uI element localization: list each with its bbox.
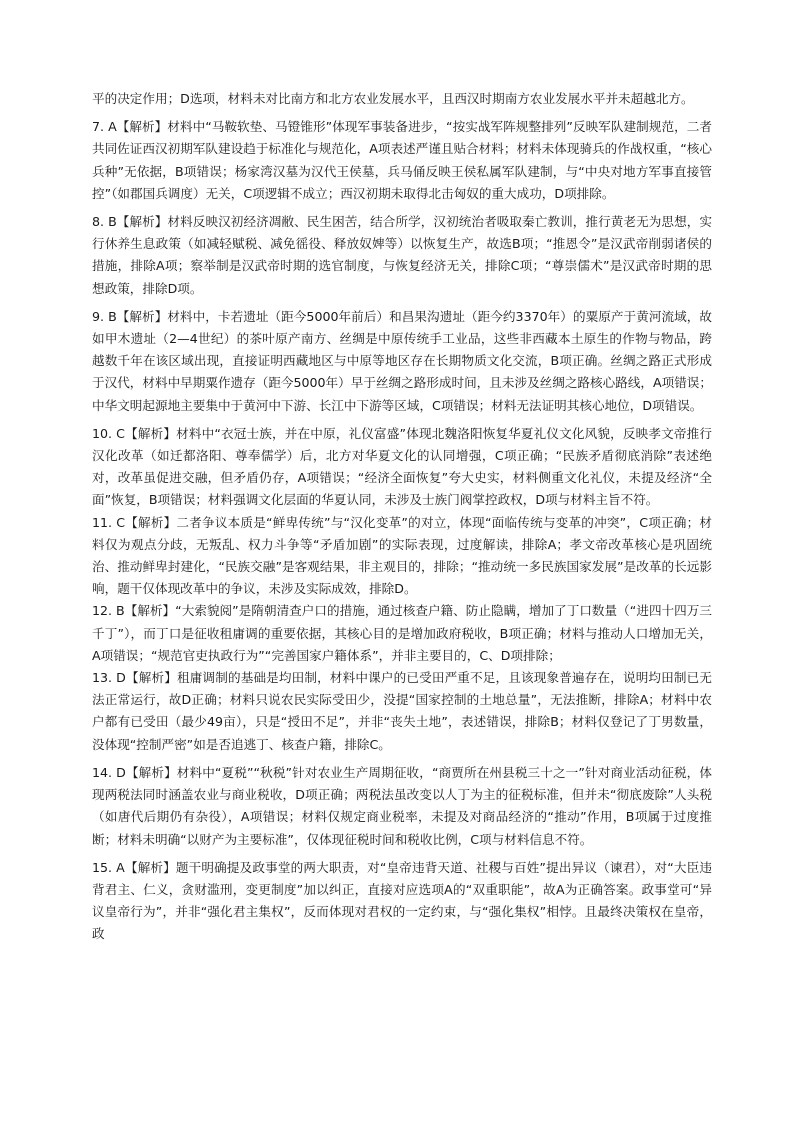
paragraph-q10-explanation: 10. C【解析】材料中“衣冠士族，并在中原，礼仪富盛”体现北魏洛阳恢复华夏礼仪文化风貌，反映孝文帝推行汉化改革（如迁都洛阳、尊奉儒学）后，北方对华夏文化的认同增强，C项正确；“民族矛盾彻底消除”表述绝对，改革虽促进交融，但矛盾仍存，A项错误；“经济全面恢复”夸大史实，材料侧重文化礼仪，未提及经济“全面”恢复，B项错误；材料强调文化层面的华夏认同，未涉及士族门阀掌控政权，D项与材料主旨不符。 <box>92 425 712 508</box>
paragraph-q8-explanation: 8. B【解析】材料反映汉初经济凋敝、民生困苦，结合所学，汉初统治者吸取秦亡教训，推行黄老无为思想，实行休养生息政策（如减轻赋税、减免徭役、释放奴婢等）以恢复生产，故选B项；“推恩令”是汉武帝削弱诸侯的措施，排除A项；察举制是汉武帝时期的选官制度，与恢复经济无关，排除C项；“尊崇儒术”是汉武帝时期的思想政策，排除D项。 <box>92 214 712 296</box>
paragraph-q9-explanation: 9. B【解析】材料中，卡若遗址（距今5000年前后）和昌果沟遗址（距今约3370年）的粟原产于黄河流域，故如甲木遗址（2—4世纪）的茶叶原产南方、丝绸是中原传统手工业品，这些非西藏本土原生的作物与物品，跨越数千年在该区域出现，直接证明西藏地区与中原等地区存在长期物质文化交流，B项正确。丝绸之路正式形成于汉代，材料中早期粟作遗存（距今5000年）早于丝绸之路形成时间，且未涉及丝绸之路核心路线，A项错误；中华文明起源地主要集中于黄河中下游、长江中下游等区域，C项错误；材料无法证明其核心地位，D项错误。 <box>92 308 712 413</box>
paragraph-continuation: 平的决定作用；D选项，材料未对比南方和北方农业发展水平，且西汉时期南方农业发展水平并未超越北方。 <box>92 91 694 106</box>
paragraph-q11-explanation: 11. C【解析】二者争议本质是“鲜卑传统”与“汉化变革”的对立，体现“面临传统与变革的冲突”，C项正确；材料仅为观点分歧，无叛乱、权力斗争等“矛盾加剧”的实际表现，过度解读，排除A；孝文帝改革核心是巩固统治、推动鲜卑封建化，“民族交融”是客观结果，非主观目的，排除；“推动统一多民族国家发展”是改革的长远影响，题干仅体现改革中的争议，未涉及实际成效，排除D。 <box>92 514 712 597</box>
paragraph-q14-explanation: 14. D【解析】材料中“夏税”“秋税”针对农业生产周期征收，“商贾所在州县税三十之一”针对商业活动征税，体现两税法同时涵盖农业与商业税收，D项正确；两税法虽改变以人丁为主的征税标准，但并未“彻底废除”人头税（如唐代后期仍有杂役），A项错误；材料仅规定商业税率，未提及对商品经济的“推动”作用，B项属于过度推断；材料未明确“以财产为主要标准”，仅体现征税时间和税收比例，C项与材料信息不符。 <box>92 764 712 847</box>
paragraph-q12-explanation: 12. B【解析】“大索貌阅”是隋朝清查户口的措施，通过核查户籍、防止隐瞒，增加了丁口数量（“进四十四万三千丁”），而丁口是征收租庸调的重要依据，其核心目的是增加政府税收，B项正确；材料与推动人口增加无关，A项错误；“规范官吏执政行为”“完善国家户籍体系”，并非主要目的，C、D项排除； <box>92 603 712 663</box>
answer-explanations-page <box>92 88 712 946</box>
paragraph-q13-explanation: 13. D【解析】租庸调制的基础是均田制，材料中课户的已受田严重不足，且该现象普遍存在，说明均田制已无法正常运行，故D正确；材料只说农民实际受田少，没提“国家控制的土地总量”，无法推断，排除A；材料中农户都有已受田（最少49亩），只是“授田不足”，并非“丧失土地”，表述错误，排除B；材料仅登记了丁男数量，没体现“控制严密”如是否追逃丁、核查户籍，排除C。 <box>92 670 712 752</box>
paragraph-q15-explanation: 15. A【解析】题干明确提及政事堂的两大职责，对“皇帝违背天道、社稷与百姓”提出异议（谏君），对“大臣违背君主、仁义，贪财滥刑，变更制度”加以纠正，直接对应选项A的“双重职能”，故A为正确答案。政事堂可“异议皇帝行为”，并非“强化君主集权”，反而体现对君权的一定约束，与“强化集权”相悖。且最终决策权在皇帝，政 <box>92 859 712 942</box>
paragraph-q7-explanation: 7. A【解析】材料中“马鞍软垫、马镫锥形”体现军事装备进步，“按实战军阵规整排列”反映军队建制规范，二者共同佐证西汉初期军队建设趋于标准化与规范化，A项表述严谨且贴合材料；材料未体现骑兵的作战权重，“核心兵种”无依据，B项错误；杨家湾汉墓为汉代王侯墓，兵马俑反映王侯私属军队建制，与“中央对地方军事直接管控”（如郡国兵调度）无关，C项逻辑不成立；西汉初期未取得北击匈奴的重大成功，D项排除。 <box>92 119 712 201</box>
